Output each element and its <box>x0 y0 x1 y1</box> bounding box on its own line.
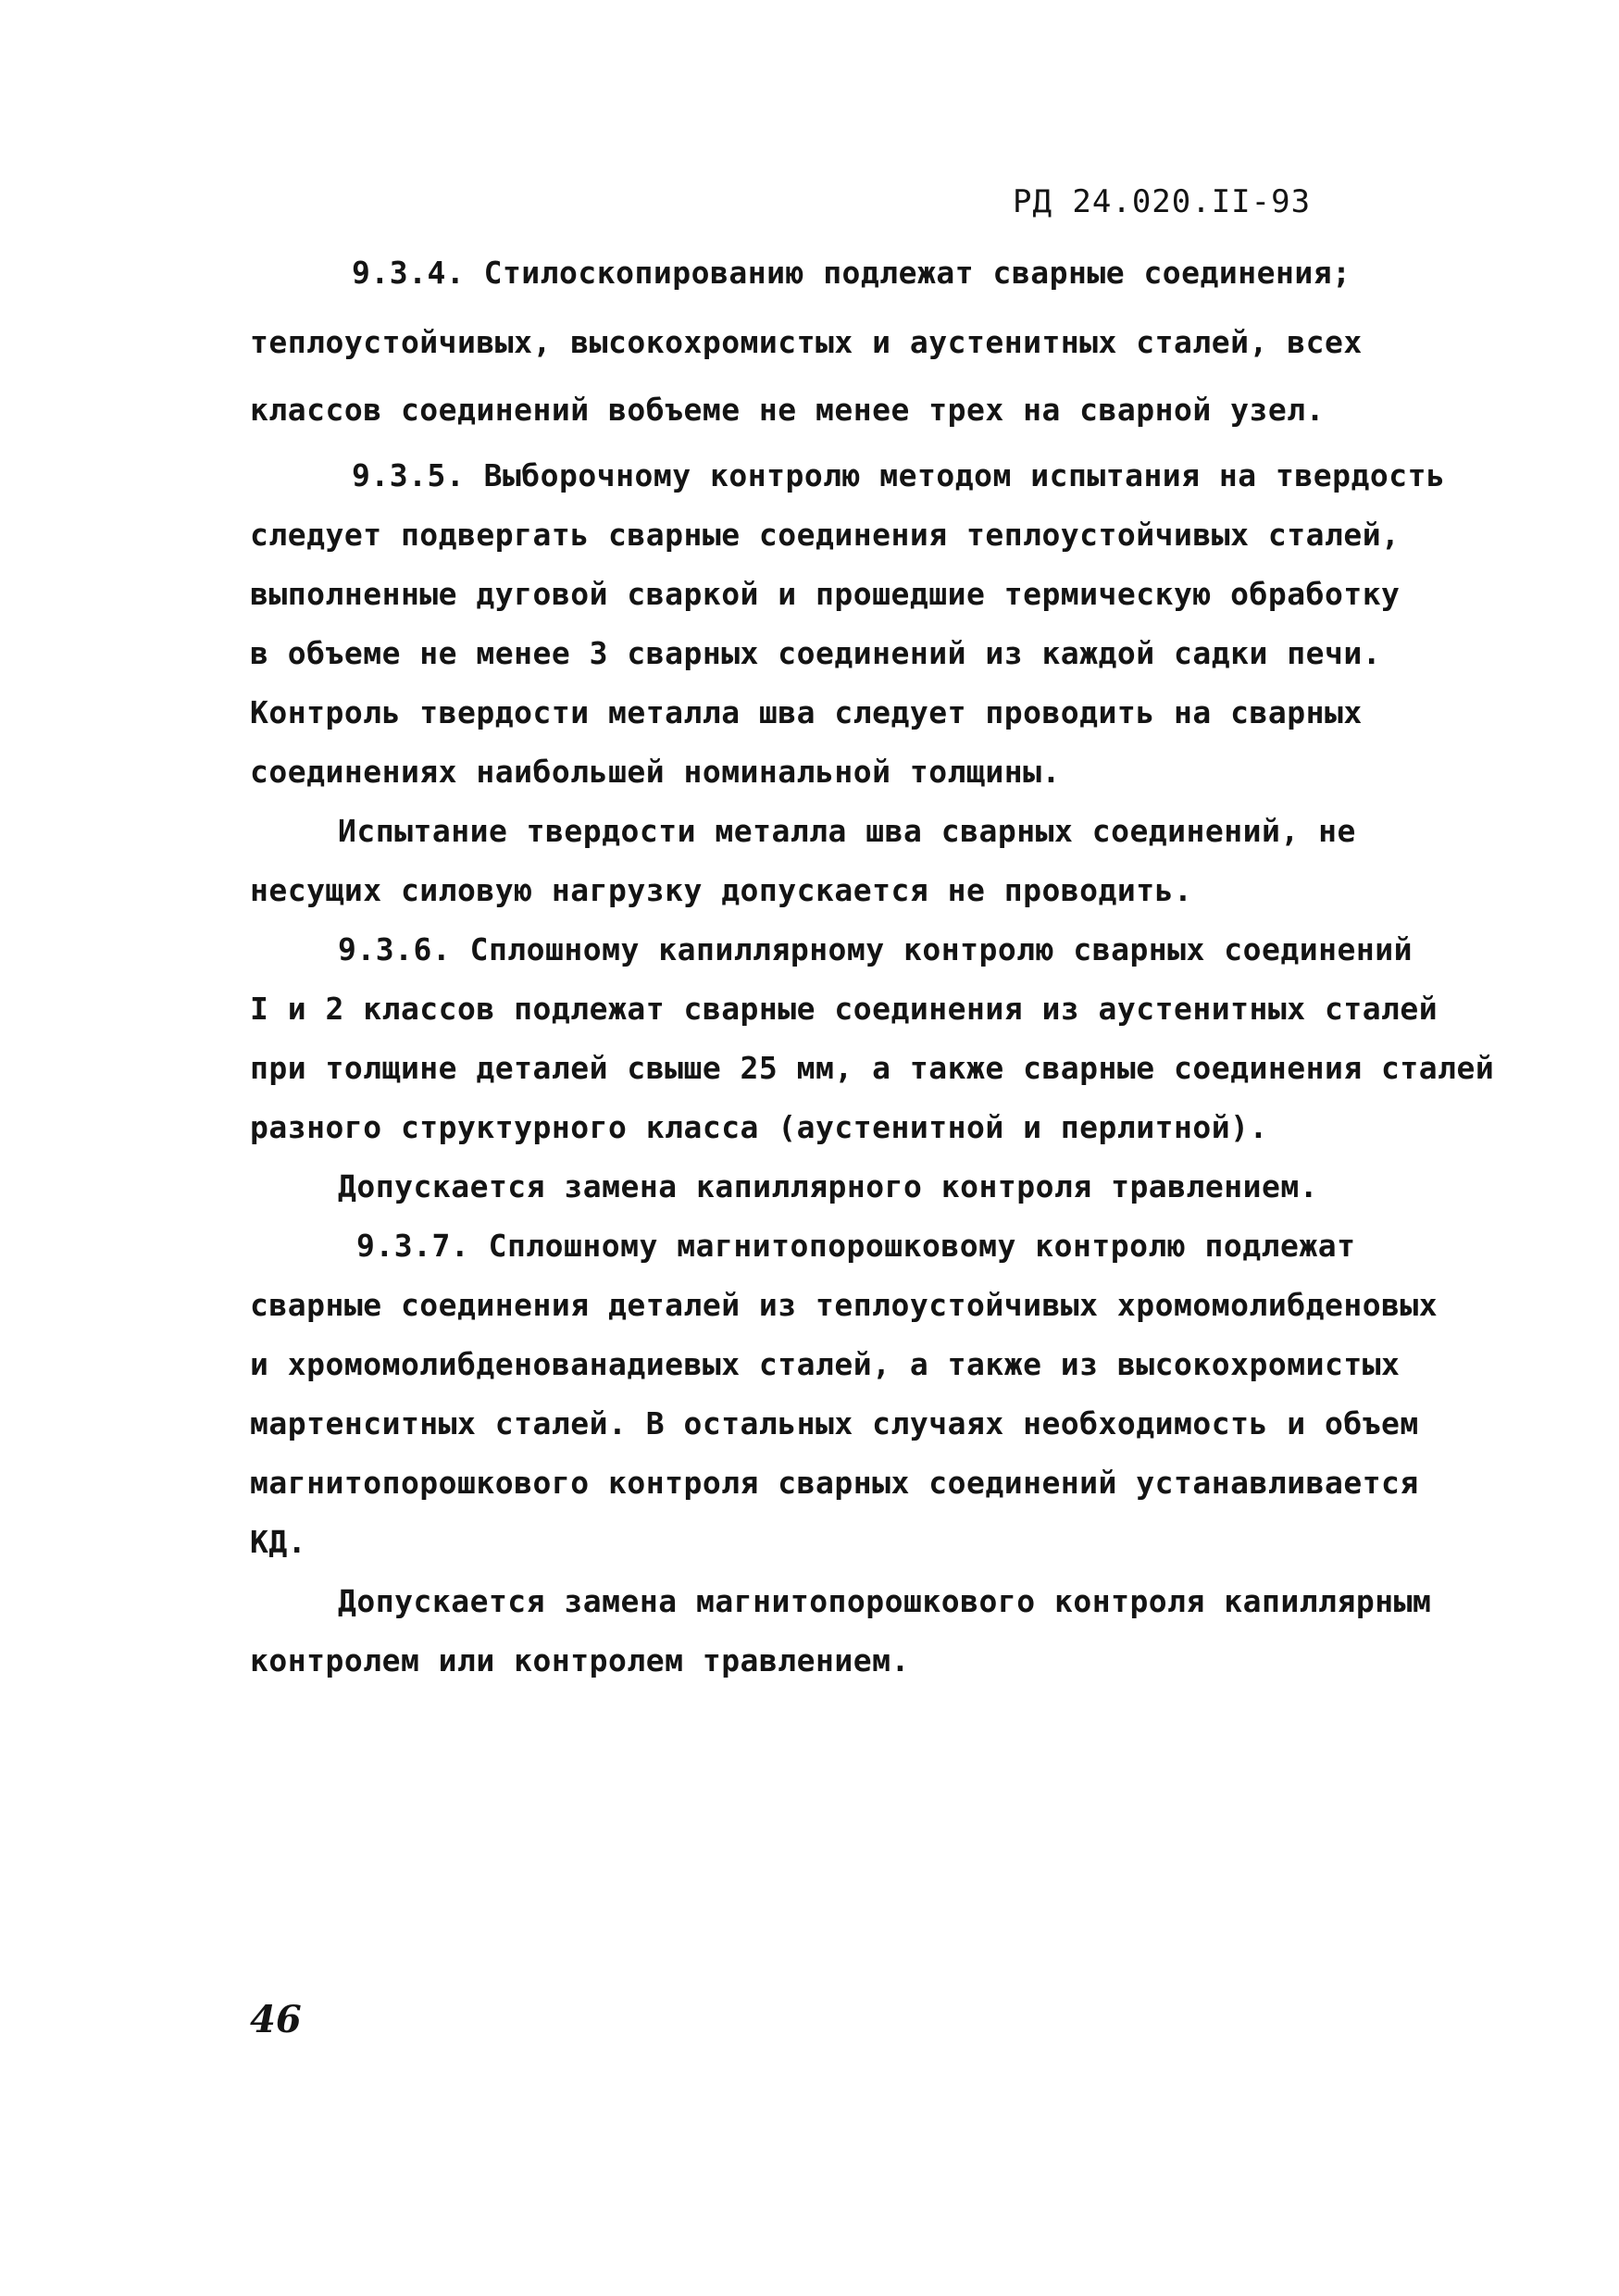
text-line: 9.3.5. Выборочному контролю методом испытания на твердость <box>352 457 1446 493</box>
text-line: соединениях наибольшей номинальной толщины. <box>250 754 1061 790</box>
text-line: Испытание твердости металла шва сварных соединений, не <box>338 813 1356 849</box>
document-code: РД 24.020.II-93 <box>1013 183 1312 220</box>
text-line: выполненные дуговой сваркой и прошедшие термическую обработку <box>250 576 1401 612</box>
text-line: теплоустойчивых, высокохромистых и аустенитных сталей, всех <box>250 324 1363 360</box>
text-line: сварные соединения деталей из теплоустойчивых хромомолибденовых <box>250 1287 1438 1323</box>
text-line: 9.3.4. Стилоскопированию подлежат сварные соединения; <box>352 255 1351 291</box>
text-line: I и 2 классов подлежат сварные соединения из аустенитных сталей <box>250 991 1438 1027</box>
text-line: и хромомолибденованадиевых сталей, а также из высокохромистых <box>250 1346 1401 1382</box>
text-line: КД. <box>250 1524 307 1560</box>
text-line: в объеме не менее 3 сварных соединений из каждой садки печи. <box>250 635 1382 671</box>
text-line: 9.3.7. Сплошному магнитопорошковому контролю подлежат <box>356 1228 1356 1264</box>
text-line: Контроль твердости металла шва следует проводить на сварных <box>250 694 1363 730</box>
page-number: 46 <box>250 1998 302 2041</box>
text-line: 9.3.6. Сплошному капиллярному контролю сварных соединений <box>338 931 1413 967</box>
text-line: при толщине деталей свыше 25 мм, а также сварные соединения сталей <box>250 1050 1495 1086</box>
text-line: контролем или контролем травлением. <box>250 1642 910 1678</box>
text-line: несущих силовую нагрузку допускается не проводить. <box>250 872 1193 908</box>
text-line: Допускается замена магнитопорошкового контроля капиллярным <box>338 1583 1432 1619</box>
text-line: магнитопорошкового контроля сварных соединений устанавливается <box>250 1465 1419 1501</box>
text-line: мартенситных сталей. В остальных случаях необходимость и объем <box>250 1405 1419 1441</box>
text-line: Допускается замена капиллярного контроля травлением. <box>338 1168 1319 1204</box>
text-line: классов соединений вобъеме не менее трех на сварной узел. <box>250 392 1325 428</box>
text-line: разного структурного класса (аустенитной и перлитной). <box>250 1109 1268 1145</box>
text-line: следует подвергать сварные соединения теплоустойчивых сталей, <box>250 517 1401 553</box>
